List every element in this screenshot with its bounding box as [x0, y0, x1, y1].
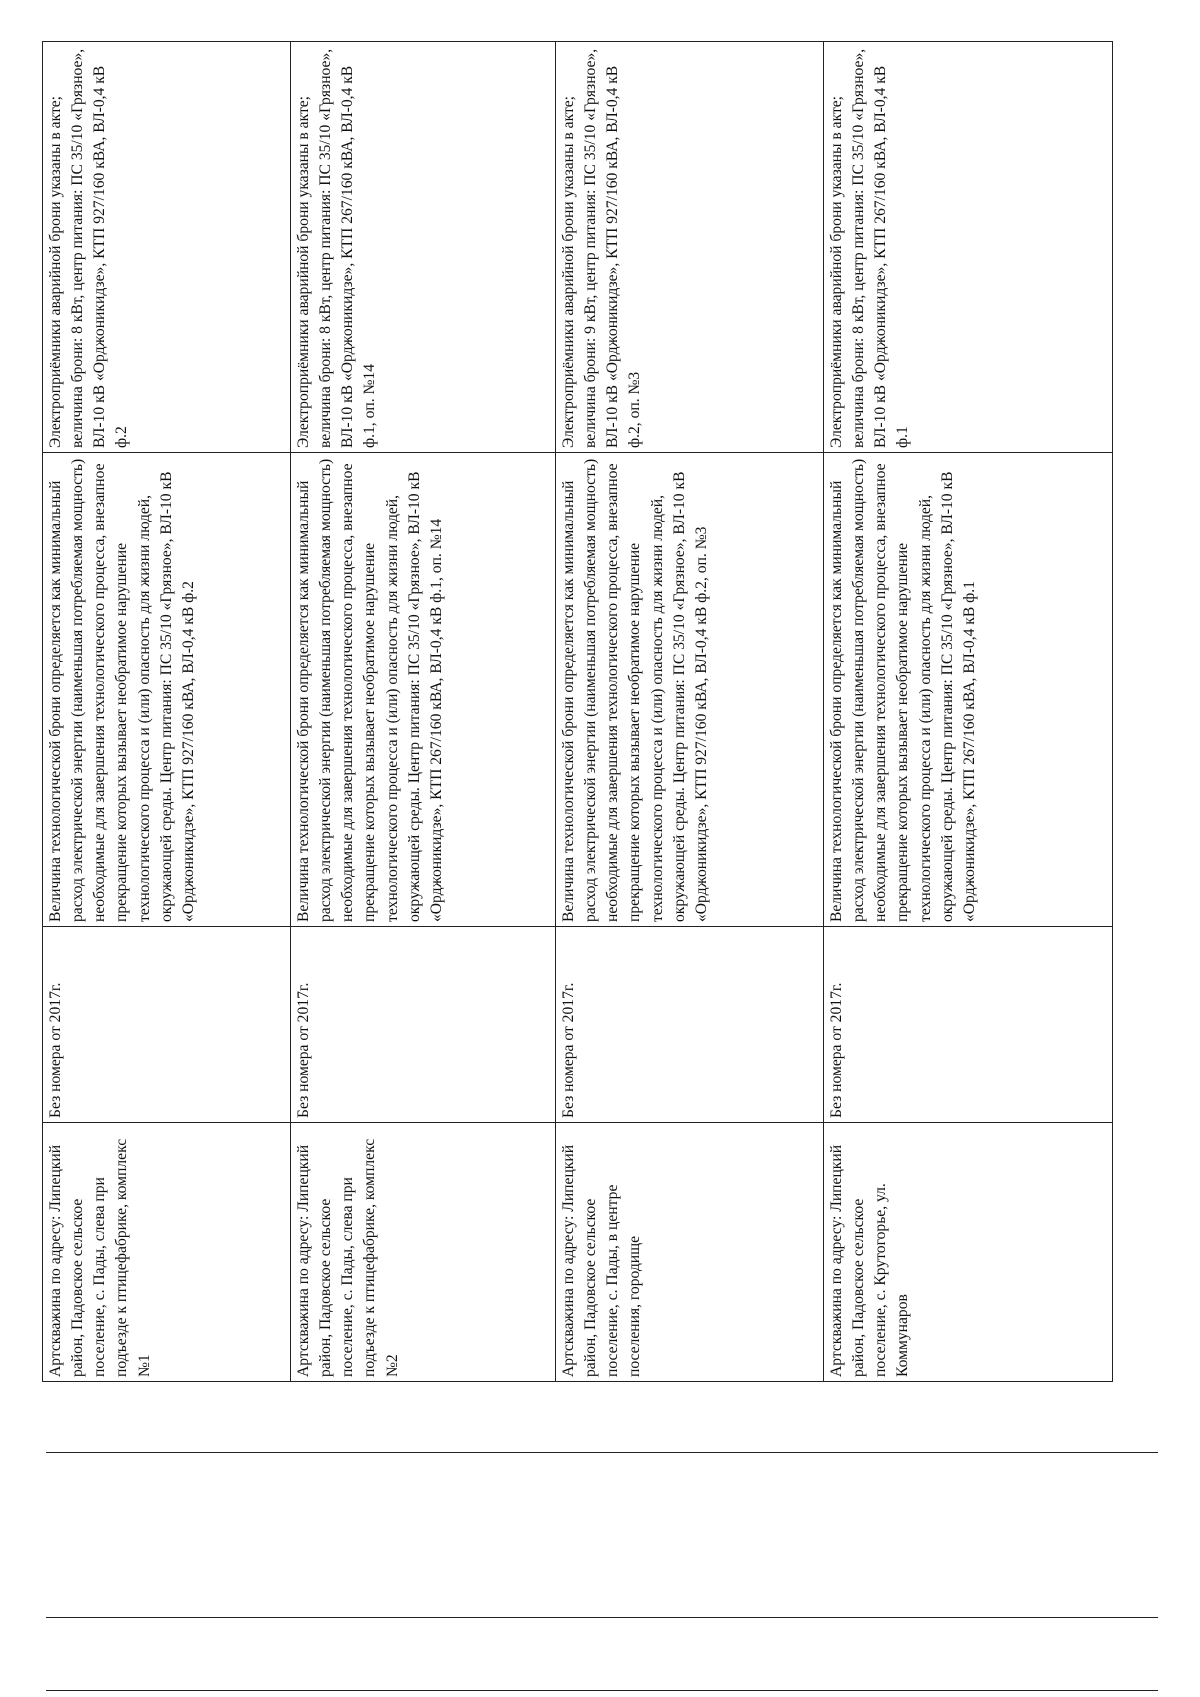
table-row: [556, 42, 824, 1382]
technological-reserve-cell: Величина технологической брони определяется как минимальный расход электрической энергии (наименьшая потребляемая мощность) необходимые для завершения технологического процесса, внезапное прекращение которых вызывает необратимое нарушение технологического процесса и (или) опасность для жизни людей, окружающей среды. Центр питания: ПС 35/10 «Грязное», ВЛ-10 кВ «Орджоникидзе», КТП 267/160 кВА, ВЛ-0,4 кВ ф.1: [824, 453, 1113, 927]
horizontal-rule: [46, 1617, 1158, 1618]
table-row: [43, 42, 291, 1382]
horizontal-rule: [46, 1690, 1158, 1691]
technological-reserve-cell: Величина технологической брони определяется как минимальный расход электрической энергии (наименьшая потребляемая мощность) необходимые для завершения технологического процесса, внезапное прекращение которых вызывает необратимое нарушение технологического процесса и (или) опасность для жизни людей, окружающей среды. Центр питания: ПС 35/10 «Грязное», ВЛ-10 кВ «Орджоникидзе», КТП 267/160 кВА, ВЛ-0,4 кВ ф.1, оп. №14: [291, 453, 556, 927]
emergency-reserve-cell: Электроприёмники аварийной брони указаны в акте; величина брони: 8 кВт, центр питания: ПС 35/10 «Грязное», ВЛ-10 кВ «Орджоникидзе», КТП 927/160 кВА, ВЛ-0,4 кВ ф.2: [43, 42, 291, 453]
table-row: [291, 42, 556, 1382]
technological-reserve-cell: Величина технологической брони определяется как минимальный расход электрической энергии (наименьшая потребляемая мощность) необходимые для завершения технологического процесса, внезапное прекращение которых вызывает необратимое нарушение технологического процесса и (или) опасность для жизни людей, окружающей среды. Центр питания: ПС 35/10 «Грязное», ВЛ-10 кВ «Орджоникидзе», КТП 927/160 кВА, ВЛ-0,4 кВ ф.2, оп. №3: [556, 453, 824, 927]
act-cell: Без номера от 2017г.: [824, 927, 1113, 1123]
horizontal-rule: [46, 1452, 1158, 1453]
object-address-cell: Артскважина по адресу: Липецкий район, Падовское сельское поселение, с. Пады, слева при подъезде к птицефабрике, комплекс №2: [291, 1123, 556, 1382]
object-address-cell: Артскважина по адресу: Липецкий район, Падовское сельское поселение, с. Крутогорье, ул. Коммунаров: [824, 1123, 1113, 1382]
act-cell: Без номера от 2017г.: [43, 927, 291, 1123]
act-cell: Без номера от 2017г.: [556, 927, 824, 1123]
technological-reserve-cell: Величина технологической брони определяется как минимальный расход электрической энергии (наименьшая потребляемая мощность) необходимые для завершения технологического процесса, внезапное прекращение которых вызывает необратимое нарушение технологического процесса и (или) опасность для жизни людей, окружающей среды. Центр питания: ПС 35/10 «Грязное», ВЛ-10 кВ «Орджоникидзе», КТП 927/160 кВА, ВЛ-0,4 кВ ф.2: [43, 453, 291, 927]
object-address-cell: Артскважина по адресу: Липецкий район, Падовское сельское поселение, с. Пады, в центре поселения, городище: [556, 1123, 824, 1382]
power-reserve-table: [42, 41, 1113, 1382]
emergency-reserve-cell: Электроприёмники аварийной брони указаны в акте; величина брони: 9 кВт, центр питания: ПС 35/10 «Грязное», ВЛ-10 кВ «Орджоникидзе», КТП 927/160 кВА, ВЛ-0,4 кВ ф.2, оп. №3: [556, 42, 824, 453]
emergency-reserve-cell: Электроприёмники аварийной брони указаны в акте; величина брони: 8 кВт, центр питания: ПС 35/10 «Грязное», ВЛ-10 кВ «Орджоникидзе», КТП 267/160 кВА, ВЛ-0,4 кВ ф.1, оп. №14: [291, 42, 556, 453]
emergency-reserve-cell: Электроприёмники аварийной брони указаны в акте; величина брони: 8 кВт, центр питания: ПС 35/10 «Грязное», ВЛ-10 кВ «Орджоникидзе», КТП 267/160 кВА, ВЛ-0,4 кВ ф.1: [824, 42, 1113, 453]
table-row: [824, 42, 1113, 1382]
act-cell: Без номера от 2017г.: [291, 927, 556, 1123]
rotated-table-container: [42, 42, 1112, 1382]
object-address-cell: Артскважина по адресу: Липецкий район, Падовское сельское поселение, с. Пады, слева при подъезде к птицефабрике, комплекс №1: [43, 1123, 291, 1382]
